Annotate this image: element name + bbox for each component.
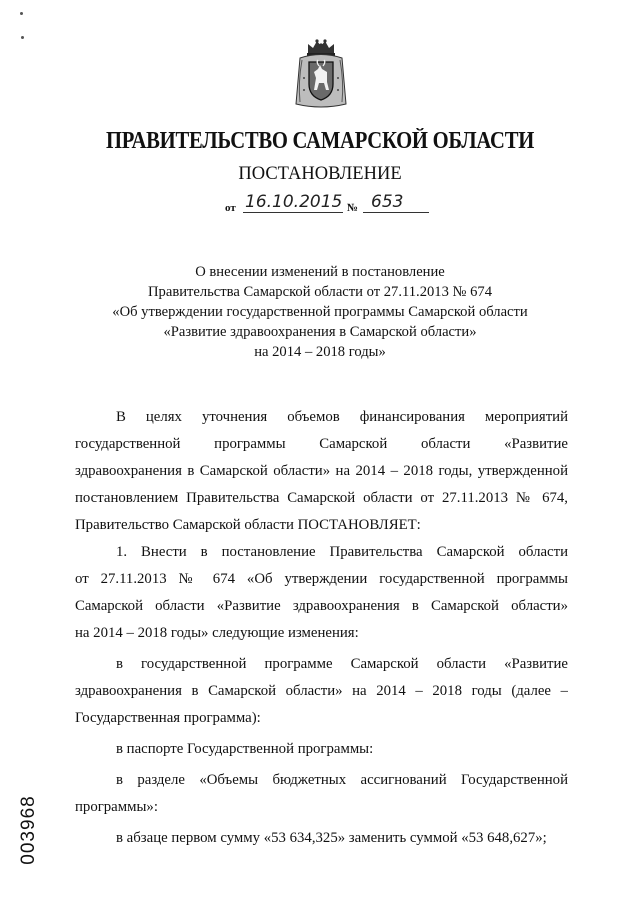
date-prefix: от [225,202,236,214]
subject-line: «Развитие здравоохранения в Самарской области» [163,324,477,340]
subject-line: «Об утверждении государственной программы Самарской области [112,304,528,320]
body-line: Самарской области «Развитие здравоохранения в Самарской области» [75,598,568,614]
date-number-line [225,192,445,216]
body-line: от 27.11.2013 № 674 «Об утверждении государственной программы [75,571,568,587]
samara-coat-of-arms-emblem [294,38,348,110]
registration-stamp [14,780,44,880]
body-line: программы»: [75,799,158,815]
document-type: ПОСТАНОВЛЕНИЕ [238,164,402,184]
subject-line: О внесении изменений в постановление [195,264,445,280]
subject-line: на 2014 – 2018 годы» [254,344,386,360]
body-line: В целях уточнения объемов финансирования мероприятий [116,409,568,425]
body-line: на 2014 – 2018 годы» следующие изменения: [75,625,359,641]
body-line: здравоохранения в Самарской области» на 2014 – 2018 годы (далее – [75,683,568,699]
body-line: постановлением Правительства Самарской области от 27.11.2013 № 674, [75,490,568,506]
body-line: в разделе «Объемы бюджетных ассигнований Государственной [116,772,568,788]
body-line: 1. Внести в постановление Правительства Самарской области [116,544,568,560]
handwritten-number: 653 [371,192,404,212]
body-line: в паспорте Государственной программы: [116,741,374,757]
body-line: государственной программы Самарской области «Развитие [75,436,568,452]
body-line: Государственная программа): [75,710,261,726]
number-prefix: № [347,202,359,214]
subject-line: Правительства Самарской области от 27.11.2013 № 674 [148,284,492,300]
number-underline [363,212,429,213]
date-underline [243,212,343,213]
document-body [75,404,568,852]
handwritten-date: 16.10.2015 [245,192,343,212]
government-title: ПРАВИТЕЛЬСТВО САМАРСКОЙ ОБЛАСТИ [105,128,535,154]
scan-speck [20,12,23,15]
body-line: Правительство Самарской области ПОСТАНОВЛЯЕТ: [75,517,421,533]
scan-speck [21,36,24,39]
body-line: в государственной программе Самарской области «Развитие [116,656,568,672]
body-line: в абзаце первом сумму «53 634,325» заменить суммой «53 648,627»; [116,830,547,846]
document-subject [70,262,570,362]
registration-number: 003968 [18,795,39,865]
body-line: здравоохранения в Самарской области» на 2014 – 2018 годы, утвержденной [75,463,568,479]
